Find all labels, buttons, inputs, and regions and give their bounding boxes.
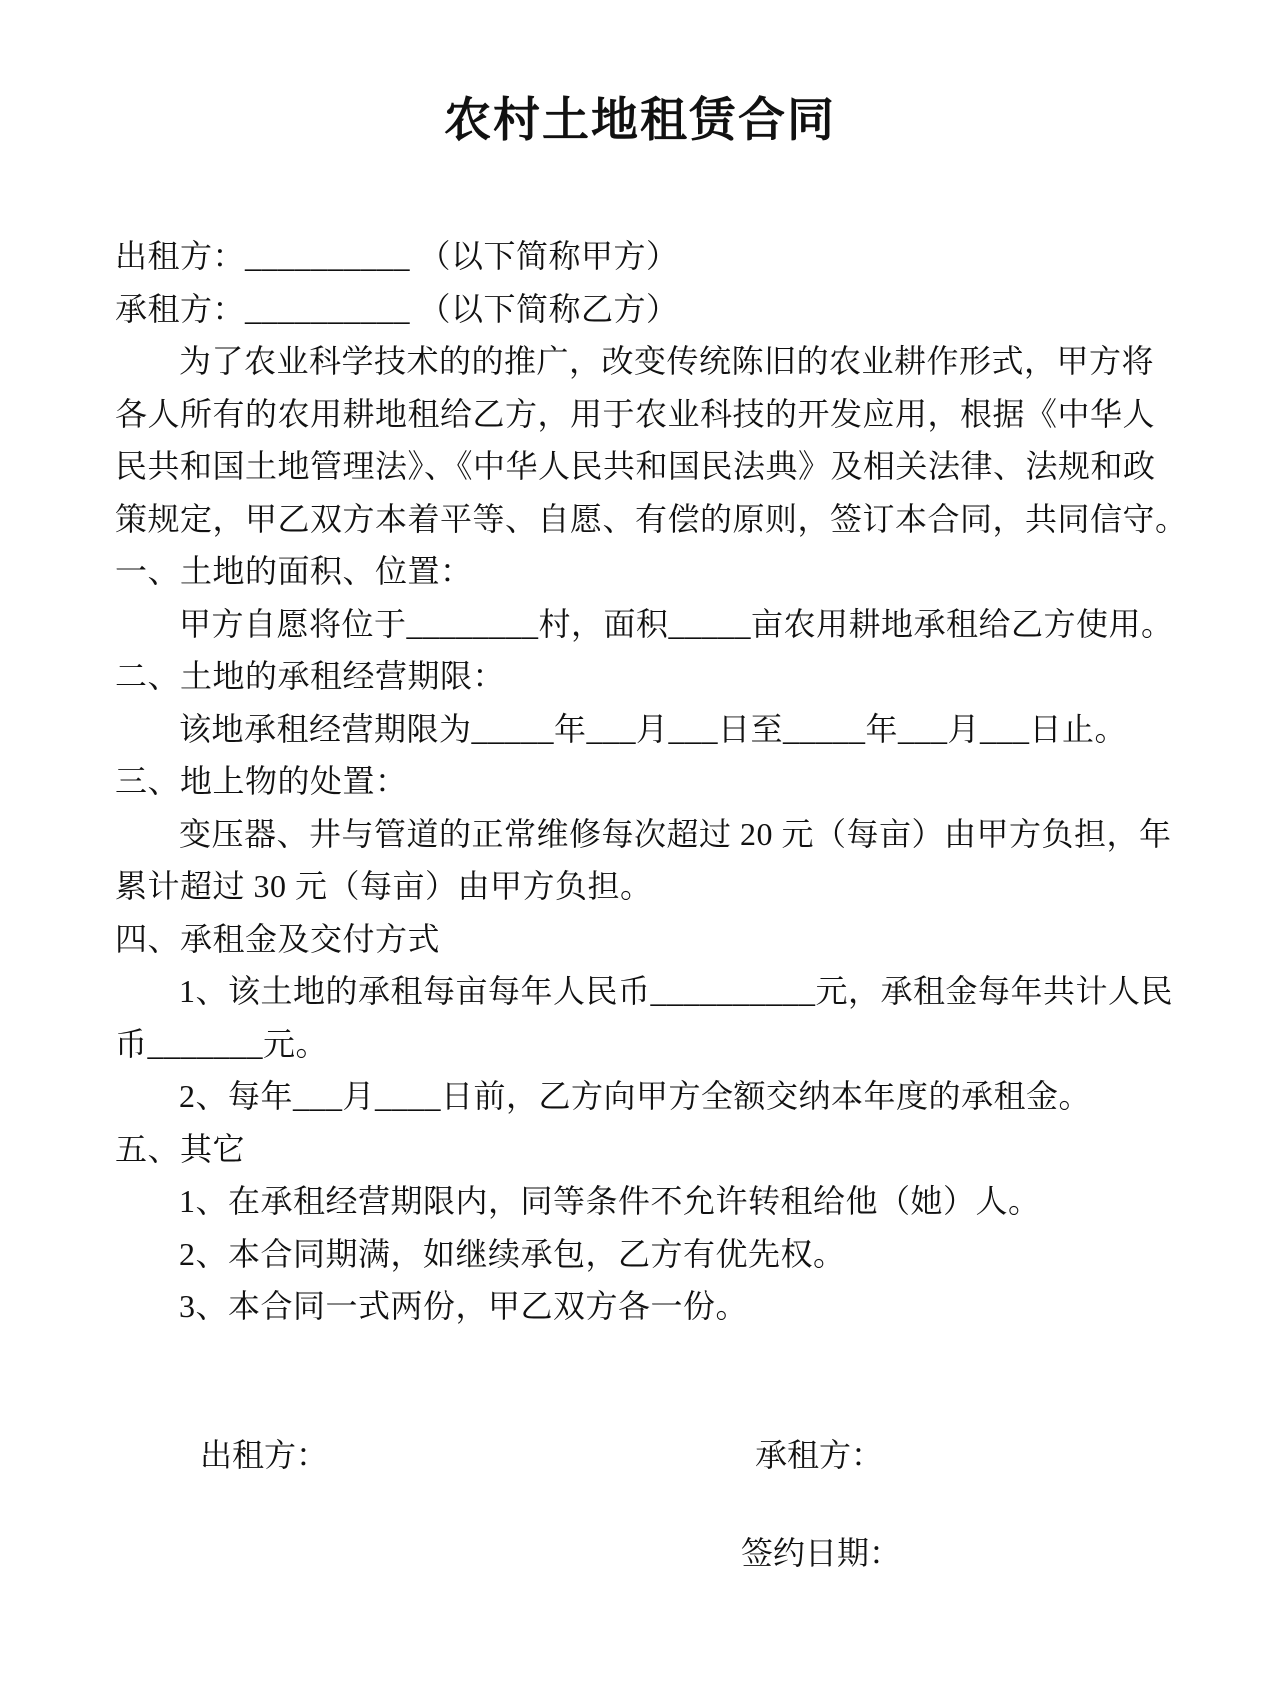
contract-line: 策规定，甲乙双方本着平等、自愿、有偿的原则，签订本合同，共同信守。 [115,500,1188,537]
contract-line: 承租方：__________ （以下简称乙方） [115,290,679,327]
contract-line: 民共和国土地管理法》、《中华人民共和国民法典》及相关法律、法规和政 [115,448,1156,484]
contract-line: 出租方：__________ （以下简称甲方） [115,238,679,274]
contract-line: 该地承租经营期限为_____年___月___日至_____年___月___日止。 [179,710,1128,747]
contract-line: 一、土地的面积、位置： [115,553,473,589]
contract-line: 五、其它 [115,1130,246,1167]
contract-line: 各人所有的农用耕地租给乙方，用于农业科技的开发应用，根据《中华人 [115,395,1156,432]
contract-line: 二、土地的承租经营期限： [115,658,506,694]
contract-line: 1、在承租经营期限内，同等条件不允许转租给他（她）人。 [179,1183,1041,1219]
contract-line: 累计超过 30 元（每亩）由甲方负担。 [115,868,653,904]
contract-line: 2、每年___月____日前，乙方向甲方全额交纳本年度的承租金。 [179,1078,1092,1114]
signature-date-label: 签约日期： [741,1535,902,1571]
contract-title: 农村土地租赁合同 [444,93,836,146]
contract-line: 四、承租金及交付方式 [115,920,441,957]
contract-line: 1、该土地的承租每亩每年人民币__________元，承租金每年共计人民 [179,973,1174,1009]
contract-line: 三、地上物的处置： [115,763,408,799]
contract-line: 2、本合同期满，如继续承包，乙方有优先权。 [179,1235,846,1272]
contract-line: 甲方自愿将位于________村，面积_____亩农用耕地承租给乙方使用。 [179,605,1174,642]
contract-line: 为了农业科学技术的的推广，改变传统陈旧的农业耕作形式，甲方将 [179,343,1155,379]
signature-lessee-label: 承租方： [755,1437,884,1473]
contract-line: 币_______元。 [115,1025,329,1062]
contract-line: 变压器、井与管道的正常维修每次超过 20 元（每亩）由甲方负担，年 [179,815,1172,852]
contract-line: 3、本合同一式两份，甲乙双方各一份。 [179,1288,749,1324]
contract-body [0,230,1280,1333]
signature-lessor-label: 出租方： [200,1437,329,1473]
